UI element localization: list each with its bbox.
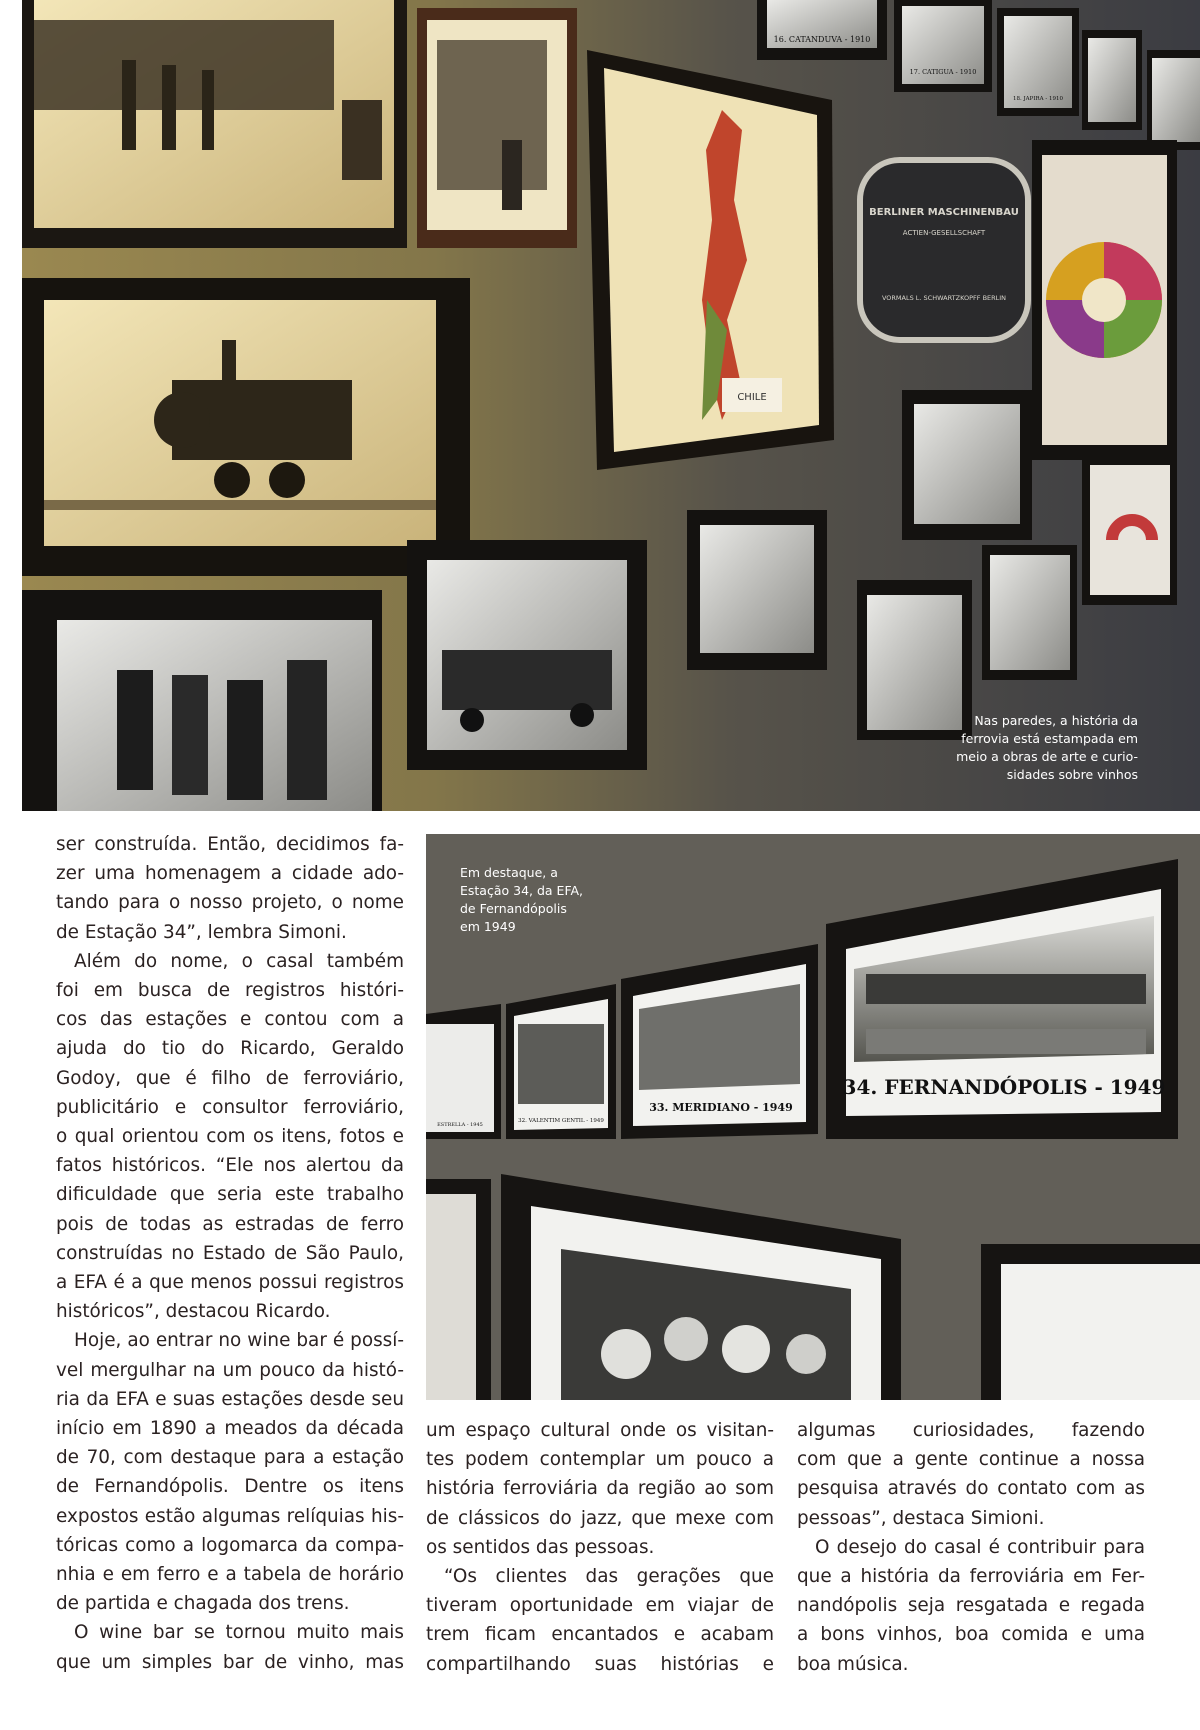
- text-line: de partida e chagada dos trens.: [56, 1593, 350, 1615]
- text-line: “Os clientes das gerações que: [444, 1566, 774, 1588]
- text-line: Hoje, ao entrar no wine bar é possí-: [74, 1330, 404, 1352]
- text-line: zer uma homenagem a cidade ado-: [56, 863, 404, 885]
- caption-line: meio a obras de arte e curio-: [956, 749, 1138, 764]
- text-line: históricos”, destacou Ricardo.: [56, 1301, 331, 1323]
- frame-aroma-wheel: [1032, 140, 1177, 460]
- text-line: de Fernandópolis. Dentre os itens: [56, 1476, 404, 1498]
- text-line: pessoas”, destaca Simioni.: [797, 1507, 1045, 1529]
- frame-truck-photo: [407, 540, 647, 770]
- caption-line: Em destaque, a: [460, 865, 558, 880]
- text-line: a bons vinhos, boa comida e uma: [797, 1624, 1145, 1646]
- caption-line: ferrovia está estampada em: [961, 731, 1138, 746]
- caption-line: Estação 34, da EFA,: [460, 883, 584, 898]
- plaque-line-3: VORMALS L. SCHWARTZKOPFF BERLIN: [881, 294, 1007, 302]
- text-line: de 70, com destaque para a estação: [56, 1447, 404, 1469]
- text-line: fatos históricos. “Ele nos alertou da: [56, 1155, 404, 1177]
- frame-right-fragment: [981, 1244, 1200, 1400]
- frame-chile-map: [587, 50, 834, 470]
- top-photo-gallery-wall: [22, 0, 1200, 811]
- text-line: um espaço cultural onde os visitan-: [426, 1420, 774, 1441]
- chile-map-label: CHILE: [737, 392, 767, 403]
- text-line: publicitário e consultor ferroviário,: [56, 1096, 404, 1118]
- text-line: pois de todas as estradas de ferro: [56, 1213, 404, 1235]
- text-line: vel mergulhar na um pouco da histó-: [56, 1359, 404, 1381]
- text-line: de Estação 34”, lembra Simoni.: [56, 921, 347, 943]
- frame-catanduva: [757, 0, 887, 60]
- catanduva-label: 16. CATANDUVA - 1910: [773, 35, 871, 44]
- text-line: ajuda do tio do Ricardo, Geraldo: [56, 1038, 404, 1060]
- text-line: que a história da ferroviária em Fer-: [797, 1566, 1145, 1588]
- fernandopolis-label: 34. FERNANDÓPOLIS - 1949: [842, 1075, 1166, 1099]
- text-line: história ferroviária da região ao som: [426, 1478, 774, 1500]
- frame-catigua: [894, 0, 992, 92]
- text-line: que um simples bar de vinho, mas: [56, 1651, 404, 1673]
- text-line: compartilhando suas histórias e: [426, 1653, 774, 1675]
- text-line: expostos estão algumas relíquias his-: [56, 1505, 404, 1527]
- text-line: nhia e em ferro e a tabela de horário: [56, 1564, 404, 1586]
- article-column-middle: [426, 1416, 774, 1679]
- text-line: de clássicos do jazz, que mexe com: [426, 1507, 774, 1529]
- caption-line: em 1949: [460, 919, 516, 934]
- text-line: tiveram oportunidade em viajar de: [426, 1595, 774, 1617]
- mid-photo-station-frames: [426, 834, 1200, 1400]
- top-photo-caption: [918, 712, 1138, 784]
- frame-valentim-gentil: [506, 984, 616, 1139]
- text-line: Godoy, que é filho de ferroviário,: [56, 1067, 404, 1089]
- text-line: a EFA é a que menos possui registros: [56, 1272, 404, 1294]
- estrella-label: ESTRELLA - 1945: [437, 1122, 483, 1128]
- caption-line: sidades sobre vinhos: [1006, 767, 1138, 782]
- text-line: ser construída. Então, decidimos fa-: [56, 834, 404, 855]
- caption-line: de Fernandópolis: [460, 901, 567, 916]
- text-line: O wine bar se tornou muito mais: [74, 1622, 404, 1644]
- valentim-gentil-label: 32. VALENTIM GENTIL - 1949: [518, 1118, 604, 1124]
- text-line: início em 1890 a meados da década: [56, 1418, 404, 1440]
- text-line: os sentidos das pessoas.: [426, 1536, 655, 1558]
- frame-japira: [997, 8, 1079, 116]
- text-line: O desejo do casal é contribuir para: [815, 1536, 1145, 1558]
- text-line: pesquisa através do contato com as: [797, 1478, 1145, 1500]
- caption-line: Nas paredes, a história da: [974, 713, 1138, 728]
- text-line: tóricas como a logomarca da compa-: [56, 1534, 404, 1556]
- text-line: trem ficam encantados e acabam: [426, 1624, 774, 1646]
- frame-platform-photo: [22, 0, 407, 248]
- text-line: algumas curiosidades, fazendo: [797, 1420, 1145, 1441]
- japira-label: 18. JAPIRA - 1910: [1012, 96, 1064, 102]
- plaque-line-2: ACTIEN-GESELLSCHAFT: [902, 229, 986, 237]
- text-line: boa música.: [797, 1653, 909, 1675]
- text-line: foi em busca de registros históri-: [56, 980, 404, 1002]
- frame-station-photo: [417, 8, 577, 248]
- mid-photo-caption: [460, 864, 600, 936]
- catigua-label: 17. CATIGUA - 1910: [909, 68, 977, 76]
- text-line: nandópolis seja resgatada e regada: [797, 1595, 1145, 1617]
- frame-officials-photo: [22, 590, 382, 811]
- text-line: construídas no Estado de São Paulo,: [56, 1242, 404, 1264]
- frame-locomotive-photo: [22, 278, 470, 576]
- frame-estrella: [426, 1004, 501, 1139]
- text-line: ria da EFA e suas estações desde seu: [56, 1388, 404, 1410]
- gallery-wall-illustration: [22, 0, 1200, 811]
- text-line: cos das estações e contou com a: [56, 1009, 404, 1031]
- text-line: dificuldade que seria este trabalho: [56, 1184, 404, 1206]
- article-column-left: [56, 830, 404, 1677]
- meridiano-label: 33. MERIDIANO - 1949: [649, 1101, 793, 1114]
- text-line: tando para o nosso projeto, o nome: [56, 892, 404, 914]
- text-line: o qual orientou com os itens, fotos e: [56, 1126, 404, 1148]
- plaque-line-1: BERLINER MASCHINENBAU: [869, 207, 1019, 218]
- text-line: Além do nome, o casal também: [74, 950, 404, 972]
- frame-map-fragment: [426, 1179, 491, 1400]
- text-line: com que a gente continue a nossa: [797, 1449, 1145, 1471]
- text-line: tes podem contemplar um pouco a: [426, 1449, 774, 1471]
- article-column-right: [797, 1416, 1145, 1679]
- locomotive-plaque: [860, 160, 1028, 340]
